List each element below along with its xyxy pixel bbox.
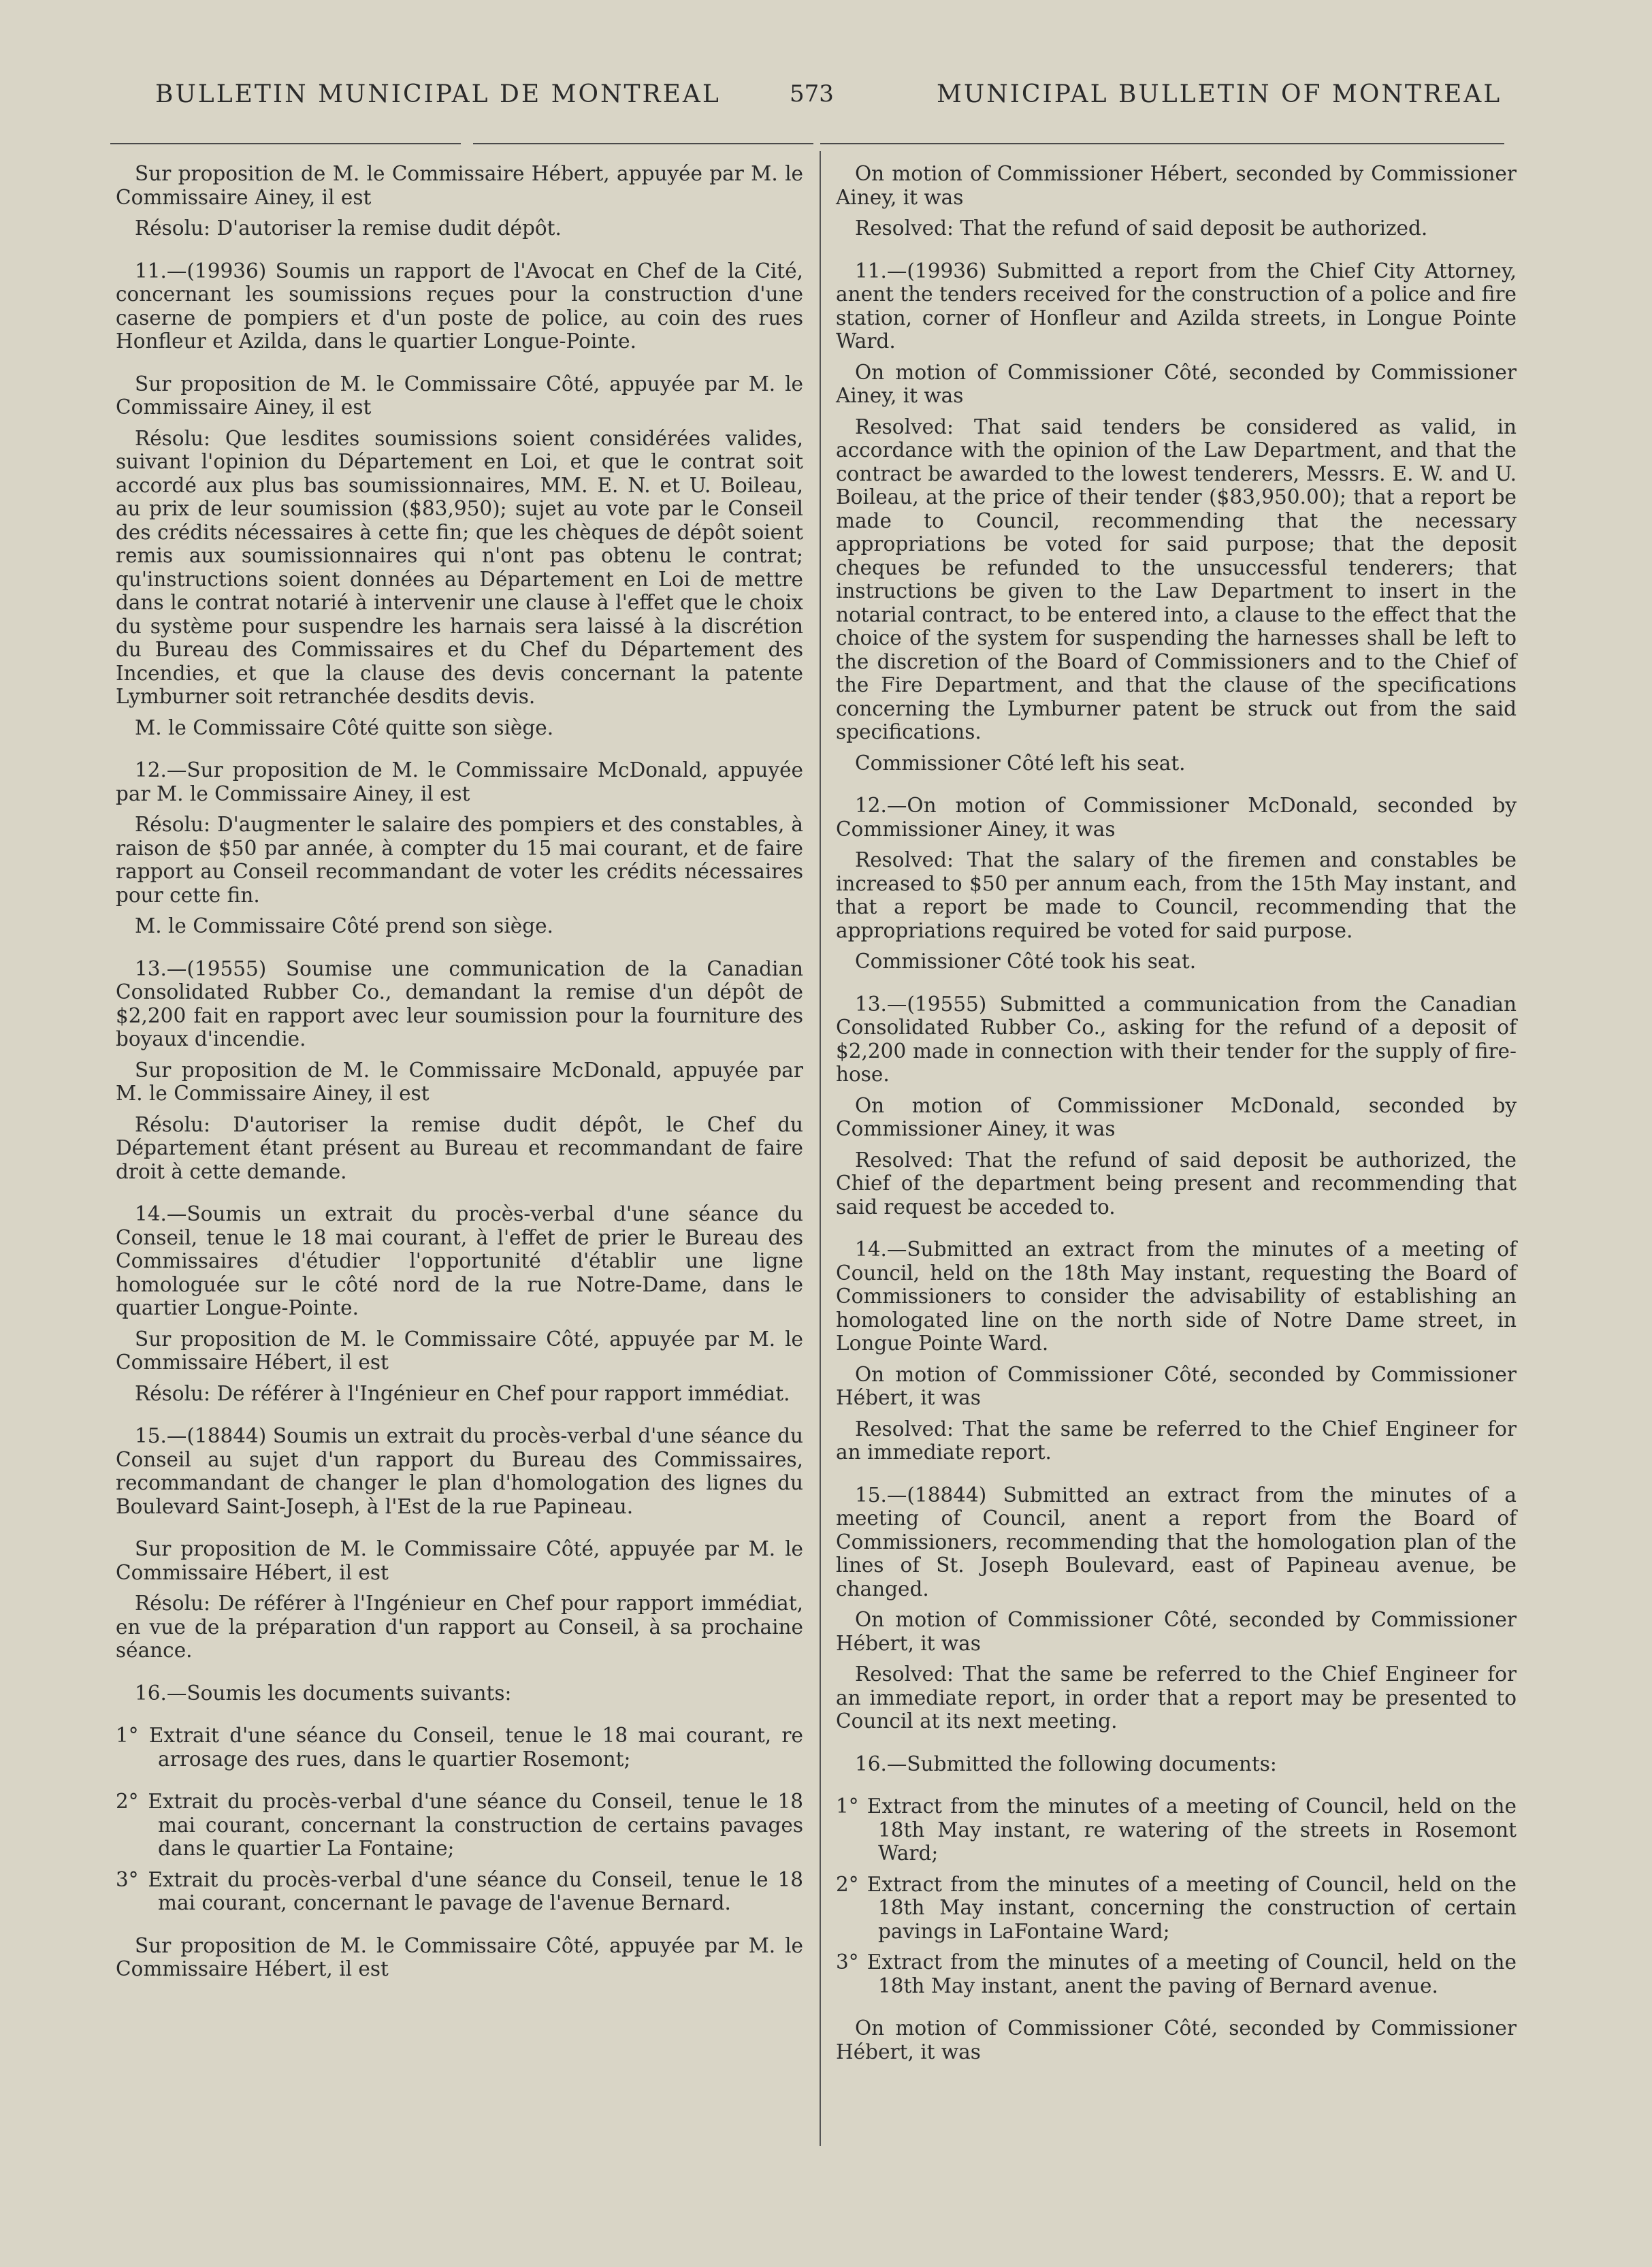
paragraph: Résolu: D'autoriser la remise dudit dépôt. (135, 216, 562, 240)
paragraph: On motion of Commissioner Côté, seconded by Commissioner Hébert, it was (836, 1362, 1517, 1409)
paragraph: On motion of Commissioner Hébert, seconded by Commissioner Ainey, it was (836, 162, 1517, 209)
paragraph: 15.—(18844) Submitted an extract from the minutes of a meeting of Council, anent a report from the Board of Commissioners, recommending that the homologation plan of the lines of St. Joseph Boulevard, east of Papineau avenue, be changed. (836, 1483, 1517, 1601)
paragraph: Resolved: That the same be referred to the Chief Engineer for an immediate report, in order that a report may be presented to Council at its next meeting. (836, 1662, 1517, 1733)
paragraph: Resolved: That the same be referred to the Chief Engineer for an immediate report. (836, 1417, 1517, 1464)
paragraph: 13.—(19555) Soumise une communication de la Canadian Consolidated Rubber Co., demandant la remise d'un dépôt de $2,200 fait en rapport avec leur soumission pour la fourniture des boyaux d'incendie. (116, 956, 803, 1050)
page-number: 573 (790, 80, 834, 108)
paragraph: Sur proposition de M. le Commissaire Côté, appuyée par M. le Commissaire Ainey, il est (116, 372, 803, 419)
paragraph: Résolu: Que lesdites soumissions soient considérées valides, suivant l'opinion du Département en Loi, et que le contrat soit accordé aux plus bas soumissionnaires, MM. E. N. et U. Boileau, au prix de leur soumission ($83,950); sujet au vote par le Conseil des crédits nécessaires à cette fin; que les chèques de dépôt soient remis aux soumissionnaires qui n'ont pas obtenu le contrat; qu'instructions soient données au Département en Loi de mettre dans le contrat notarié à intervenir une clause à l'effet que le choix du système pour suspendre les harnais sera laissé à la discrétion du Bureau des Commissaires et du Chef du Département des Incendies, et que la clause des devis concernant la patente Lymburner soit retranchée desdits devis. (116, 426, 803, 708)
english-column (836, 162, 1517, 2071)
paragraph: Resolved: That the salary of the firemen and constables be increased to $50 per annum each, from the 15th May instant, and that a report be made to Council, recommending that the appropriations required be voted for said purpose. (836, 848, 1517, 942)
list-item: 2° Extrait du procès-verbal d'une séance du Conseil, tenue le 18 mai courant, concernant la construction de certains pavages dans le quartier La Fontaine; (116, 1790, 803, 1860)
paragraph: 11.—(19936) Soumis un rapport de l'Avocat en Chef de la Cité, concernant les soumissions reçues pour la construction d'une caserne de pompiers et d'un poste de police, au coin des rues Honfleur et Azilda, dans le quartier Longue-Pointe. (116, 259, 803, 353)
header-title-english: MUNICIPAL BULLETIN OF MONTREAL (937, 80, 1502, 108)
list-item: 2° Extract from the minutes of a meeting of Council, held on the 18th May instant, concerning the construction of certain pavings in LaFontaine Ward; (836, 1872, 1517, 1943)
paragraph: On motion of Commissioner Côté, seconded by Commissioner Hébert, it was (836, 2016, 1517, 2063)
paragraph: 16.—Submitted the following documents: (855, 1752, 1277, 1775)
list-item: 1° Extract from the minutes of a meeting of Council, held on the 18th May instant, re watering of the streets in Rosemont Ward; (836, 1795, 1517, 1865)
paragraph: Résolu: D'augmenter le salaire des pompiers et des constables, à raison de $50 par année, à compter du 15 mai courant, et de faire rapport au Conseil recommandant de voter les crédits nécessaires pour cette fin. (116, 813, 803, 907)
header-title-french: BULLETIN MUNICIPAL DE MONTREAL (155, 80, 721, 108)
paragraph: Sur proposition de M. le Commissaire McDonald, appuyée par M. le Commissaire Ainey, il est (116, 1058, 803, 1105)
paragraph: Résolu: D'autoriser la remise dudit dépôt, le Chef du Département étant présent au Bureau et recommandant de faire droit à cette demande. (116, 1112, 803, 1183)
paragraph: Sur proposition de M. le Commissaire Hébert, appuyée par M. le Commissaire Ainey, il est (116, 162, 803, 209)
paragraph: On motion of Commissioner Côté, seconded by Commissioner Ainey, it was (836, 360, 1517, 407)
paragraph: Resolved: That the refund of said deposit be authorized, the Chief of the department being present and recommending that said request be acceded to. (836, 1148, 1517, 1219)
paragraph: Sur proposition de M. le Commissaire Côté, appuyée par M. le Commissaire Hébert, il est (116, 1537, 803, 1584)
french-column (116, 162, 803, 1989)
list-item: 3° Extrait du procès-verbal d'une séance du Conseil, tenue le 18 mai courant, concernant le pavage de l'avenue Bernard. (116, 1867, 803, 1914)
list-item: 3° Extract from the minutes of a meeting of Council, held on the 18th May instant, anent the paving of Bernard avenue. (836, 1950, 1517, 1997)
paragraph: Resolved: That said tenders be considered as valid, in accordance with the opinion of the Law Department, and that the contract be awarded to the lowest tenderers, Messrs. E. W. and U. Boileau, at the price of their tender ($83,950.00); that a report be made to Council, recommending that the necessary appropriations be voted for said purpose; that the deposit cheques be refunded to the unsuccessful tenderers; that instructions be given to the Law Department to insert in the notarial contract, to be entered into, a clause to the effect that the choice of the system for suspending the harnesses shall be left to the discretion of the Board of Commissioners and to the Chief of the Fire Department, and that the clause of the specifications concerning the Lymburner patent be struck out from the said specifications. (836, 415, 1517, 743)
list-item: 1° Extrait d'une séance du Conseil, tenue le 18 mai courant, re arrosage des rues, dans le quartier Rosemont; (116, 1724, 803, 1771)
paragraph: M. le Commissaire Côté quitte son siège. (135, 716, 554, 739)
paragraph: On motion of Commissioner Côté, seconded by Commissioner Hébert, it was (836, 1608, 1517, 1655)
paragraph: 14.—Submitted an extract from the minutes of a meeting of Council, held on the 18th May instant, requesting the Board of Commissioners to consider the advisability of establishing an homologated line on the north side of Notre Dame street, in Longue Pointe Ward. (836, 1238, 1517, 1355)
paragraph: 12.—Sur proposition de M. le Commissaire McDonald, appuyée par M. le Commissaire Ainey, il est (116, 758, 803, 805)
header-rule-right (820, 143, 1504, 144)
paragraph: Résolu: De référer à l'Ingénieur en Chef pour rapport immédiat, en vue de la préparation d'un rapport au Conseil, à sa prochaine séance. (116, 1592, 803, 1662)
page-header (0, 80, 1652, 121)
paragraph: Resolved: That the refund of said deposit be authorized. (855, 216, 1428, 240)
paragraph: Commissioner Côté took his seat. (855, 950, 1197, 973)
header-rule-left-b (473, 143, 813, 144)
paragraph: 15.—(18844) Soumis un extrait du procès-verbal d'une séance du Conseil au sujet d'un rapport du Bureau des Commissaires, recommandant de changer le plan d'homologation des lignes du Boulevard Saint-Joseph, à l'Est de la rue Papineau. (116, 1424, 803, 1518)
paragraph: 13.—(19555) Submitted a communication from the Canadian Consolidated Rubber Co., asking for the refund of a deposit of $2,200 made in connection with their tender for the supply of fire-hose. (836, 992, 1517, 1086)
paragraph: 12.—On motion of Commissioner McDonald, seconded by Commissioner Ainey, it was (836, 794, 1517, 841)
paragraph: 14.—Soumis un extrait du procès-verbal d'une séance du Conseil, tenue le 18 mai courant, à l'effet de prier le Bureau des Commissaires d'étudier l'opportunité d'établir une ligne homologuée sur le côté nord de la rue Notre-Dame, dans le quartier Longue-Pointe. (116, 1202, 803, 1319)
paragraph: Résolu: De référer à l'Ingénieur en Chef pour rapport immédiat. (135, 1381, 790, 1405)
paragraph: Sur proposition de M. le Commissaire Côté, appuyée par M. le Commissaire Hébert, il est (116, 1933, 803, 1980)
paragraph: On motion of Commissioner McDonald, seconded by Commissioner Ainey, it was (836, 1093, 1517, 1140)
paragraph: Commissioner Côté left his seat. (855, 751, 1186, 775)
paragraph: 16.—Soumis les documents suivants: (135, 1681, 512, 1705)
paragraph: 11.—(19936) Submitted a report from the Chief City Attorney, anent the tenders received for the construction of a police and fire station, corner of Honfleur and Azilda streets, in Longue Pointe Ward. (836, 259, 1517, 353)
column-divider (820, 151, 821, 2146)
paragraph: M. le Commissaire Côté prend son siège. (135, 914, 553, 937)
paragraph: Sur proposition de M. le Commissaire Côté, appuyée par M. le Commissaire Hébert, il est (116, 1327, 803, 1374)
header-rule-left-a (110, 143, 461, 144)
